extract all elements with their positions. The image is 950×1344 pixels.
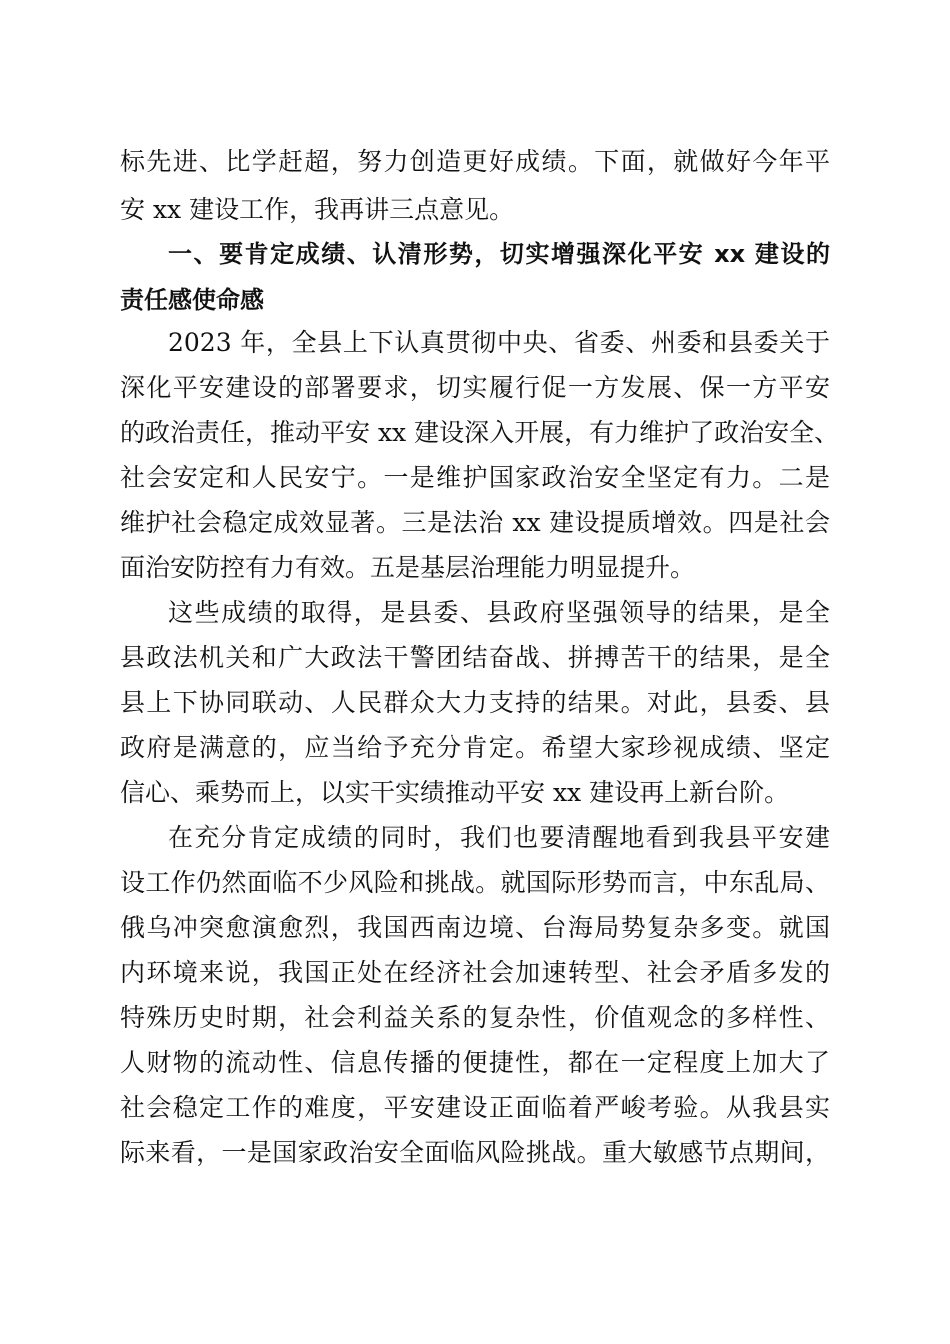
- text-line: 面治安防控有力有效。五是基层治理能力明显提升。: [120, 553, 696, 582]
- text-line: 维护社会稳定成效显著。三是法治 xx 建设提质增效。四是社会: [120, 508, 830, 537]
- section-heading: 责任感使命感: [120, 286, 264, 314]
- text-line: 的政治责任，推动平安 xx 建设深入开展，有力维护了政治安全、: [120, 418, 840, 447]
- text-line: 际来看，一是国家政治安全面临风险挑战。重大敏感节点期间，: [120, 1138, 830, 1167]
- text-line: 社会安定和人民安宁。一是维护国家政治安全坚定有力。二是: [120, 463, 830, 492]
- text-line: 在充分肯定成绩的同时，我们也要清醒地看到我县平安建: [168, 823, 830, 852]
- text-line: 这些成绩的取得，是县委、县政府坚强领导的结果，是全: [168, 598, 830, 627]
- text-line: 信心、乘势而上，以实干实绩推动平安 xx 建设再上新台阶。: [120, 778, 790, 807]
- text-line: 特殊历史时期，社会利益关系的复杂性，价值观念的多样性、: [120, 1003, 830, 1032]
- text-line: 2023 年，全县上下认真贯彻中央、省委、州委和县委关于: [168, 328, 830, 357]
- text-line: 俄乌冲突愈演愈烈，我国西南边境、台海局势复杂多变。就国: [120, 913, 830, 942]
- text-line: 设工作仍然面临不少风险和挑战。就国际形势而言，中东乱局、: [120, 868, 830, 897]
- text-line: 县上下协同联动、人民群众大力支持的结果。对此，县委、县: [120, 688, 830, 717]
- text-line: 县政法机关和广大政法干警团结奋战、拼搏苦干的结果，是全: [120, 643, 830, 672]
- text-line: 政府是满意的，应当给予充分肯定。希望大家珍视成绩、坚定: [120, 733, 830, 762]
- section-heading: 一、要肯定成绩、认清形势，切实增强深化平安 xx 建设的: [168, 240, 830, 268]
- text-line: 标先进、比学赶超，努力创造更好成绩。下面，就做好今年平: [120, 147, 830, 176]
- text-line: 内环境来说，我国正处在经济社会加速转型、社会矛盾多发的: [120, 958, 830, 987]
- text-line: 安 xx 建设工作，我再讲三点意见。: [120, 195, 515, 224]
- text-line: 深化平安建设的部署要求，切实履行促一方发展、保一方平安: [120, 373, 830, 402]
- text-line: 社会稳定工作的难度，平安建设正面临着严峻考验。从我县实: [120, 1093, 830, 1122]
- text-line: 人财物的流动性、信息传播的便捷性，都在一定程度上加大了: [120, 1048, 830, 1077]
